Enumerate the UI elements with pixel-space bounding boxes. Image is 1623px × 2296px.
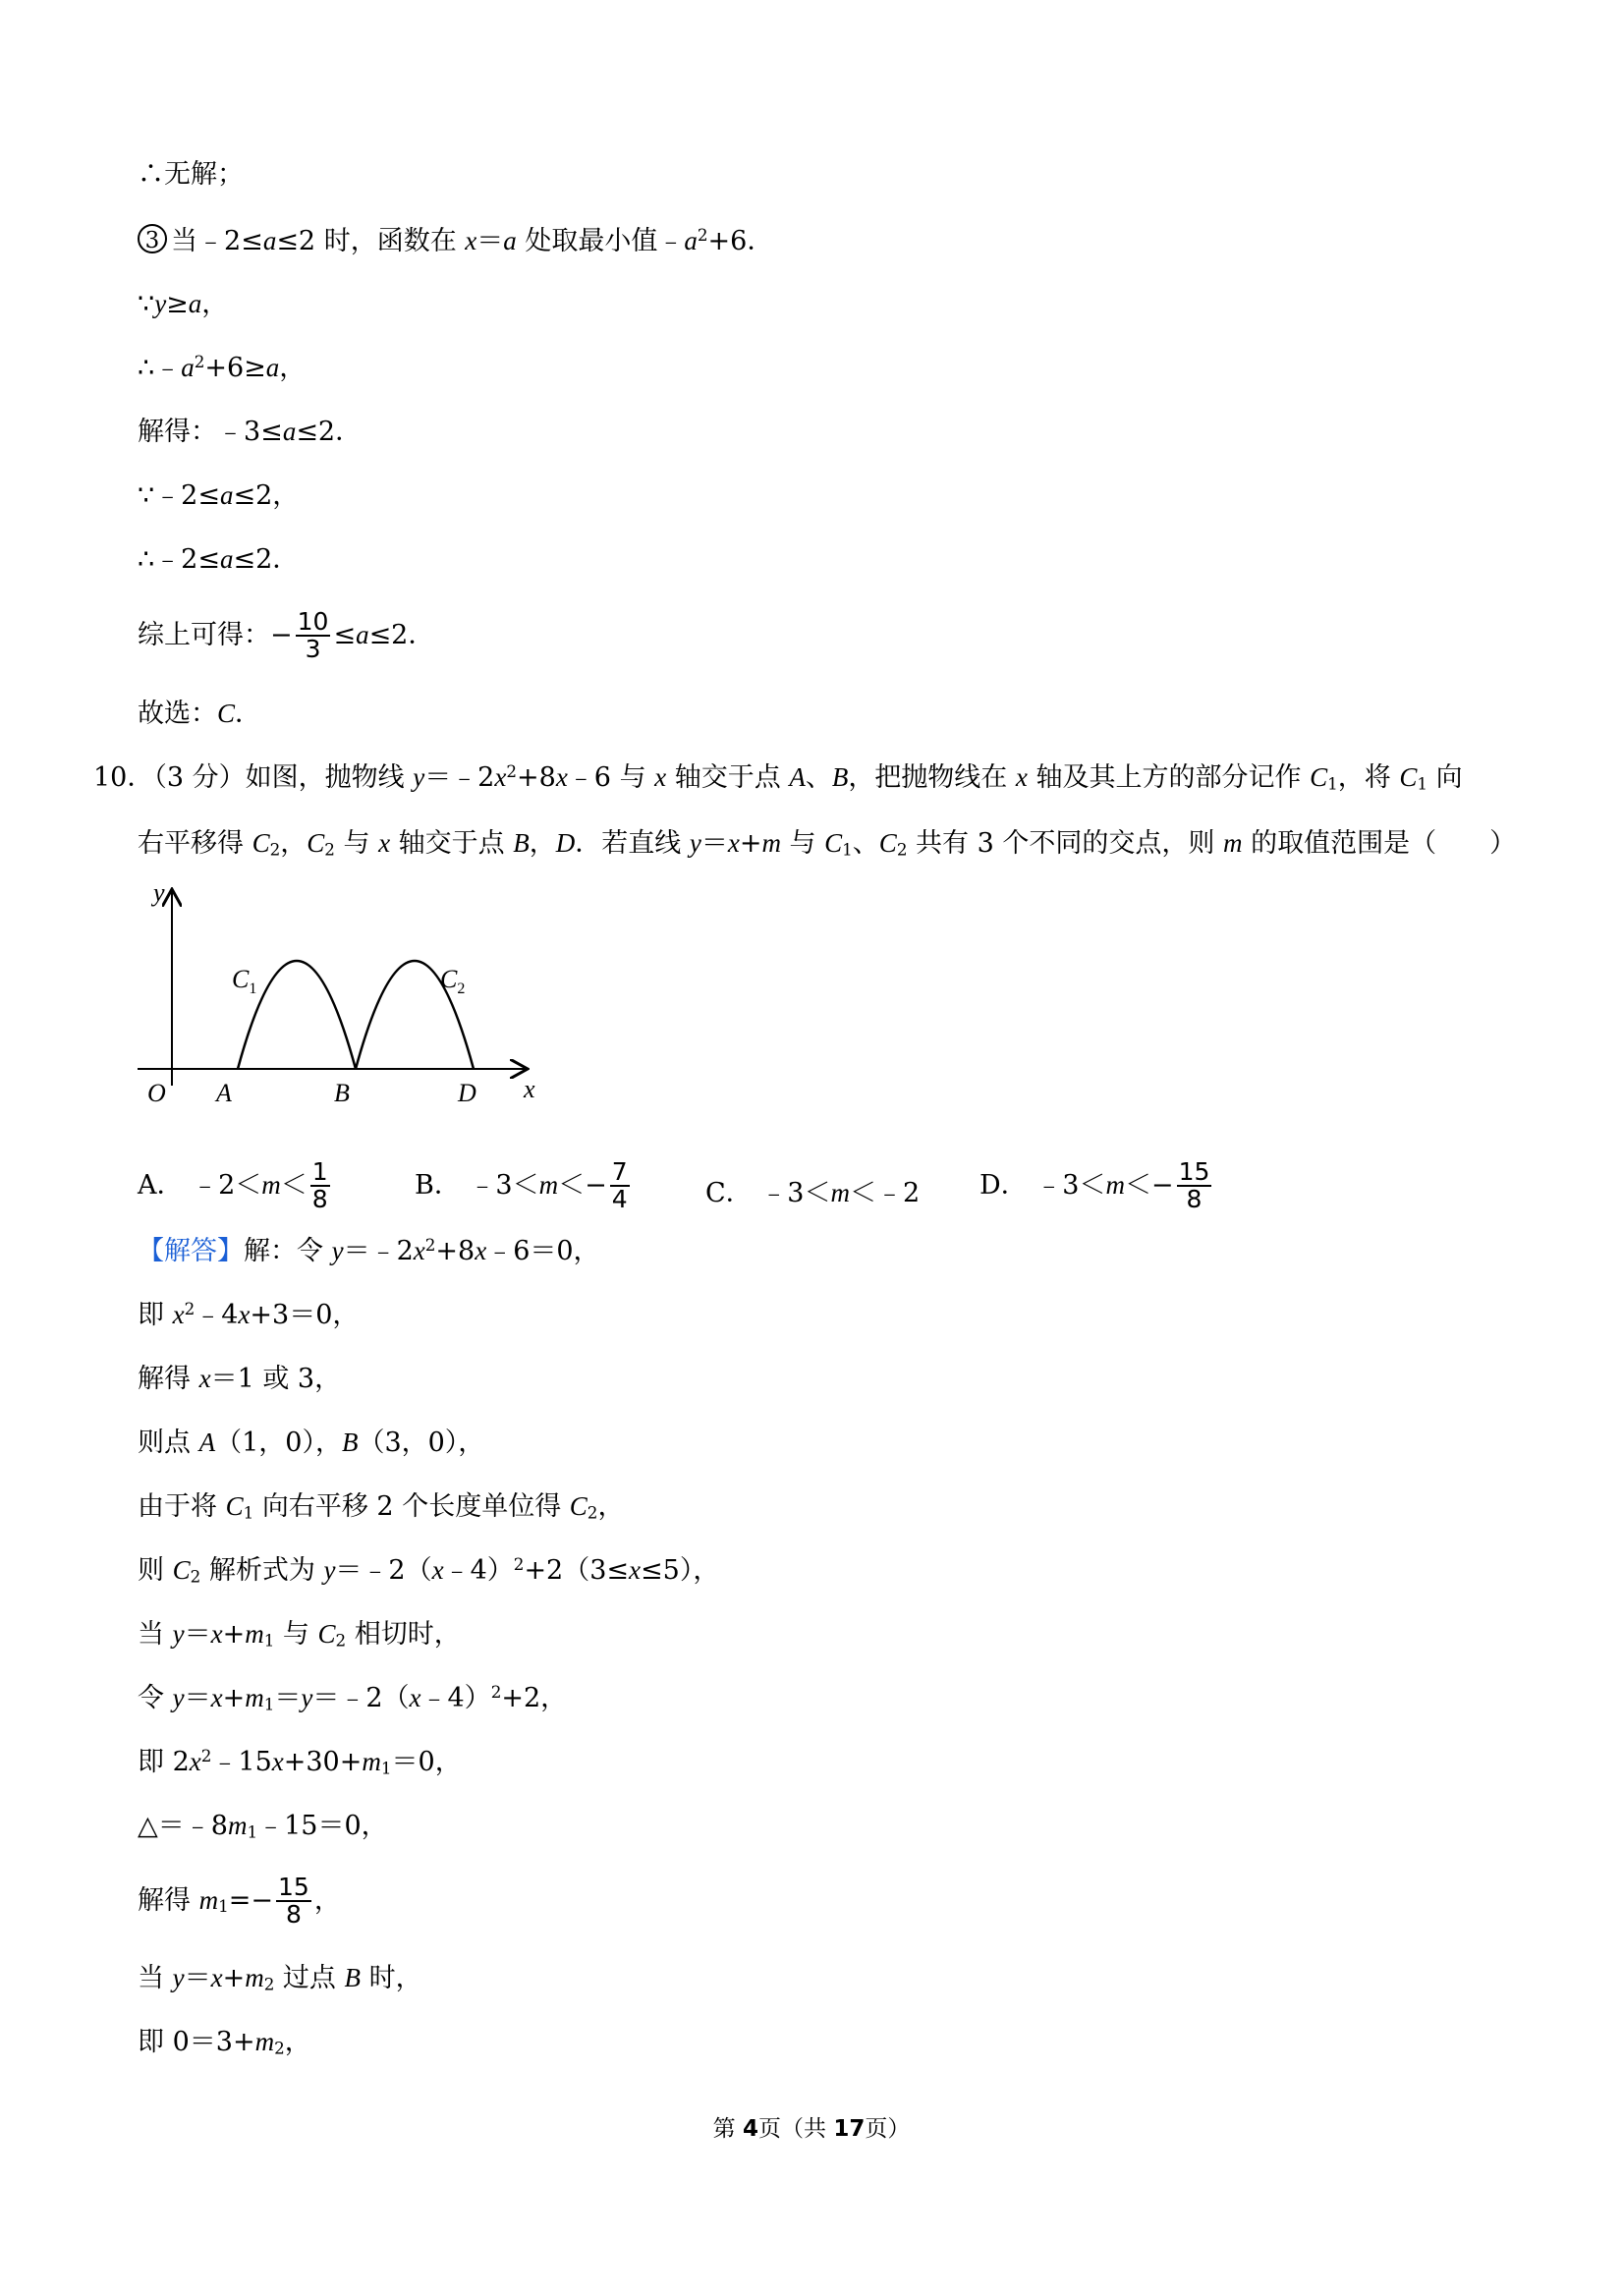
text: 综上可得：−	[138, 619, 293, 650]
subscript: 2	[335, 1630, 347, 1651]
fraction	[1177, 1159, 1212, 1213]
text: ，将	[1337, 762, 1400, 793]
fraction	[610, 1159, 630, 1213]
subscript: 2	[263, 1974, 275, 1994]
var: x	[555, 762, 568, 792]
answer-line	[138, 1235, 600, 1267]
answer-line	[138, 2026, 311, 2058]
text: 由于将	[138, 1491, 226, 1522]
text: （3，0），	[358, 1428, 485, 1458]
text: 、	[852, 828, 879, 859]
text-line	[138, 224, 773, 257]
origin-label: O	[147, 1079, 166, 1107]
text: ＝	[184, 1963, 211, 1993]
var: A	[198, 1428, 216, 1457]
exponent: 2	[490, 1681, 502, 1702]
text: 处取最小值﹣	[516, 226, 685, 256]
var: B	[831, 762, 849, 792]
text: ，	[597, 1491, 625, 1522]
text-line	[138, 609, 434, 663]
text: 即 0＝3+	[138, 2027, 255, 2057]
var: a	[188, 289, 202, 318]
text: ≤2．	[368, 619, 435, 650]
var: y	[172, 1619, 185, 1649]
text-line	[138, 352, 306, 384]
subscript: 1	[1417, 773, 1427, 794]
text: 即 2	[138, 1747, 190, 1777]
text: ＜−	[1124, 1169, 1174, 1201]
var: y	[172, 1683, 185, 1712]
fraction-denominator: 8	[285, 1900, 302, 1930]
text: ﹣6 与	[567, 762, 655, 793]
text: ≤2．	[296, 417, 363, 447]
var: x	[629, 1555, 642, 1585]
subscript: 1	[1327, 773, 1338, 794]
text: 解析式为	[200, 1555, 324, 1586]
text: ，把抛物线在	[848, 762, 1016, 793]
var: x	[238, 1300, 251, 1329]
option-a[interactable]	[138, 1159, 333, 1213]
var: B	[341, 1428, 359, 1457]
var: C	[217, 699, 236, 728]
text: 页）	[865, 2116, 911, 2142]
text: ∵﹣2≤	[138, 480, 220, 511]
text-line	[138, 698, 261, 730]
text: 解：令	[244, 1236, 332, 1266]
var: x	[189, 1747, 201, 1776]
text: ＝﹣2	[343, 1236, 414, 1266]
text: 向	[1427, 762, 1463, 793]
var: a	[503, 226, 517, 255]
text: ＝﹣2（	[335, 1555, 432, 1586]
text: 与	[334, 828, 379, 859]
point-d-label: D	[458, 1079, 476, 1107]
var: a	[219, 480, 234, 510]
exponent: 2	[513, 1553, 525, 1574]
text: ．若直线	[575, 828, 690, 859]
text: ﹣15	[211, 1747, 272, 1777]
text: ≤5），	[641, 1555, 720, 1586]
text: 共有 3 个不同的交点，则	[907, 828, 1223, 859]
text: 轴及其上方的部分记作	[1027, 762, 1311, 793]
var: C	[317, 1619, 336, 1649]
option-c[interactable]	[705, 1171, 920, 1209]
text: 10．（3 分）如图，抛物线	[93, 762, 414, 793]
text: 时，	[361, 1963, 422, 1993]
text: +2（3≤	[524, 1555, 630, 1586]
text: 右平移得	[138, 828, 252, 859]
fraction-numerator: 7	[611, 1157, 628, 1186]
var: x	[210, 1619, 223, 1649]
text: 第	[712, 2116, 743, 2142]
text: +30+	[283, 1747, 363, 1777]
text: +2，	[501, 1683, 568, 1713]
curve-c2-label	[440, 965, 465, 997]
c2-subscript: 2	[457, 980, 466, 997]
text: ≤2．	[233, 544, 300, 575]
var: x	[727, 828, 740, 858]
subscript: 2	[269, 839, 281, 860]
text: 解得：﹣3≤	[138, 417, 283, 447]
text: ．	[235, 699, 262, 729]
fraction-denominator: 8	[1186, 1185, 1203, 1214]
text: 、	[805, 762, 832, 793]
text: △＝﹣8	[138, 1811, 228, 1841]
subscript: 2	[324, 839, 335, 860]
text: +6≥	[204, 353, 266, 383]
text: +	[739, 828, 762, 859]
subscript: 1	[243, 1502, 254, 1523]
var: a	[356, 619, 369, 649]
var: C	[252, 828, 270, 858]
subscript: 1	[263, 1694, 275, 1714]
answer-line	[138, 1962, 422, 1994]
var: x	[198, 1364, 211, 1393]
text: ＜﹣2	[849, 1178, 921, 1208]
var: y	[689, 828, 701, 858]
text: ∴无解；	[138, 159, 244, 190]
text: ＝1 或 3，	[210, 1364, 342, 1394]
var: m	[761, 828, 781, 858]
text: 页（共	[758, 2116, 834, 2142]
c2-letter: C	[440, 965, 458, 993]
text: ，	[284, 2027, 311, 2057]
answer-line	[138, 1490, 624, 1523]
text-line	[138, 288, 228, 320]
option-letter: C．	[705, 1178, 753, 1208]
text: ＝	[184, 1683, 211, 1713]
text: 过点	[274, 1963, 345, 1993]
var: m	[245, 1963, 264, 1992]
var: C	[1310, 762, 1328, 792]
subscript: 2	[587, 1502, 598, 1523]
exponent: 2	[194, 351, 205, 371]
var: a	[181, 353, 195, 382]
var: x	[172, 1300, 185, 1329]
parabola-figure	[128, 879, 540, 1130]
text: +8	[517, 762, 556, 793]
subscript: 1	[218, 1896, 229, 1917]
text: ＝	[700, 828, 728, 859]
text: ∴﹣	[138, 353, 182, 383]
var: y	[172, 1963, 185, 1992]
text: 解得	[138, 1884, 199, 1916]
text: ＝	[274, 1683, 302, 1713]
text: ，	[201, 289, 229, 319]
fraction-numerator: 10	[297, 607, 329, 636]
text: ，	[280, 828, 308, 859]
fraction-denominator: 8	[311, 1185, 328, 1214]
y-axis-label: y	[153, 879, 165, 907]
text: 当	[138, 1619, 173, 1650]
point-b-label: B	[334, 1079, 350, 1107]
var: C	[1399, 762, 1418, 792]
var: x	[431, 1555, 444, 1585]
var: x	[413, 1236, 425, 1265]
var: x	[271, 1747, 284, 1776]
answer-line	[138, 1299, 359, 1331]
var: D	[555, 828, 576, 858]
var: a	[684, 226, 698, 255]
text: ＝﹣2（	[312, 1683, 410, 1713]
option-letter: B．	[415, 1169, 461, 1201]
answer-line	[138, 1363, 341, 1395]
exponent: 2	[200, 1745, 212, 1765]
text: 故选：	[138, 699, 217, 729]
fraction	[310, 1159, 330, 1213]
exponent: 2	[697, 224, 708, 245]
text: ≤	[333, 619, 357, 650]
text: +6．	[707, 226, 774, 256]
option-letter: A．	[138, 1169, 184, 1201]
text: ﹣4）	[420, 1683, 491, 1713]
subscript: 1	[842, 839, 853, 860]
text: 轴交于点	[390, 828, 514, 859]
var: x	[409, 1683, 421, 1712]
var: m	[1105, 1169, 1125, 1200]
var: C	[225, 1491, 244, 1521]
option-letter: D．	[979, 1169, 1028, 1201]
var: m	[830, 1178, 850, 1207]
var: x	[494, 762, 507, 792]
subscript: 2	[274, 2038, 285, 2058]
var: A	[789, 762, 806, 792]
answer-tag: 【解答】	[138, 1236, 244, 1266]
text: +8	[435, 1236, 476, 1266]
text: ，	[313, 1884, 341, 1916]
text: ﹣3＜	[760, 1178, 831, 1208]
text: =−	[228, 1884, 273, 1916]
text: 与	[780, 828, 825, 859]
text: ﹣2＜	[192, 1169, 262, 1201]
text: +3＝0，	[250, 1300, 360, 1330]
exponent: 2	[184, 1298, 196, 1318]
var: a	[262, 226, 277, 255]
subscript: 1	[380, 1758, 392, 1778]
exponent: 2	[424, 1234, 436, 1255]
text: ∵	[138, 289, 155, 319]
var: m	[198, 1884, 219, 1915]
text: （1，0），	[215, 1428, 342, 1458]
answer-line	[138, 1746, 462, 1778]
answer-line	[138, 1682, 567, 1714]
var: m	[1222, 828, 1243, 858]
text: 令	[138, 1683, 173, 1713]
question-line	[138, 827, 1516, 860]
var: x	[210, 1683, 223, 1712]
var: m	[538, 1169, 559, 1200]
var: y	[301, 1683, 313, 1712]
text: ＝﹣2	[424, 762, 495, 793]
var: y	[154, 289, 167, 318]
text-line	[138, 416, 362, 448]
text: +	[222, 1963, 246, 1993]
text: ，	[279, 353, 307, 383]
answer-line	[138, 1618, 461, 1651]
text: ＝0，	[391, 1747, 462, 1777]
var: C	[824, 828, 843, 858]
c1-subscript: 1	[249, 980, 257, 997]
var: a	[265, 353, 280, 382]
subscript: 2	[190, 1566, 201, 1587]
c1-letter: C	[232, 965, 250, 993]
text: ﹣4	[195, 1300, 239, 1330]
total-pages: 17	[833, 2116, 866, 2142]
fraction-numerator: 1	[311, 1157, 328, 1186]
var: m	[245, 1683, 264, 1712]
var: B	[513, 828, 530, 858]
text: 向右平移 2 个长度单位得	[253, 1491, 570, 1522]
var: y	[413, 762, 425, 792]
var: a	[219, 544, 234, 574]
text: ﹣3＜	[1035, 1169, 1106, 1201]
text: 与	[274, 1619, 318, 1650]
answer-line	[138, 1810, 388, 1842]
var: y	[323, 1555, 336, 1585]
text: 当﹣2≤	[171, 226, 263, 256]
text: ，	[529, 828, 556, 859]
var: C	[569, 1491, 588, 1521]
var: C	[878, 828, 897, 858]
text: ≥	[166, 289, 189, 319]
circled-number: 3	[138, 224, 167, 253]
var: x	[378, 828, 391, 858]
var: C	[172, 1555, 191, 1585]
page-footer	[0, 2110, 1623, 2143]
var: x	[654, 762, 667, 792]
var: x	[1015, 762, 1028, 792]
var: m	[362, 1747, 381, 1776]
text: ﹣6＝0，	[486, 1236, 600, 1266]
subscript: 1	[263, 1630, 275, 1651]
text: ≤2，	[233, 480, 300, 511]
text: 即	[138, 1300, 173, 1330]
text: 则点	[138, 1428, 199, 1458]
option-b[interactable]	[415, 1159, 633, 1213]
text: 当	[138, 1963, 173, 1993]
curve-c1	[238, 961, 356, 1069]
subscript: 2	[896, 839, 908, 860]
var: x	[475, 1236, 487, 1265]
text: 解得	[138, 1364, 199, 1394]
text: 的取值范围是（ ）	[1242, 828, 1517, 859]
fraction-denominator: 4	[611, 1185, 628, 1214]
var: m	[227, 1811, 248, 1840]
exponent: 2	[506, 760, 518, 781]
text: +	[222, 1683, 246, 1713]
answer-options	[138, 1149, 1316, 1218]
fraction	[296, 609, 331, 663]
var: m	[254, 2027, 275, 2056]
text: ∴﹣2≤	[138, 544, 220, 575]
page-number: 4	[742, 2116, 758, 2142]
text-line	[138, 479, 299, 512]
var: x	[210, 1963, 223, 1992]
var: a	[282, 417, 297, 446]
text: 则	[138, 1555, 173, 1586]
var: C	[307, 828, 325, 858]
var: m	[261, 1169, 281, 1200]
fraction-numerator: 15	[1178, 1157, 1210, 1186]
answer-line	[138, 1427, 484, 1459]
answer-line	[138, 1875, 341, 1929]
text: ﹣3＜	[469, 1169, 539, 1201]
text: ﹣4）	[443, 1555, 514, 1586]
text: 轴交于点	[666, 762, 790, 793]
subscript: 1	[247, 1821, 258, 1842]
fraction	[276, 1875, 311, 1929]
text: 相切时，	[346, 1619, 461, 1650]
text: ＝	[184, 1619, 211, 1650]
text: +	[222, 1619, 246, 1650]
var: B	[344, 1963, 362, 1992]
text: ＜−	[558, 1169, 607, 1201]
question-line	[93, 761, 1463, 794]
var: y	[331, 1236, 344, 1265]
x-axis-label: x	[524, 1075, 535, 1103]
var: m	[245, 1619, 264, 1649]
option-d[interactable]	[979, 1159, 1214, 1213]
text-line	[138, 543, 299, 576]
fraction-numerator: 15	[278, 1873, 309, 1901]
point-a-label: A	[216, 1079, 232, 1107]
fraction-denominator: 3	[305, 635, 321, 664]
text: ≤2 时，函数在	[276, 226, 466, 256]
text: ﹣15＝0，	[257, 1811, 388, 1841]
text: ＝	[476, 226, 504, 256]
answer-line	[138, 1554, 719, 1587]
text-line	[138, 159, 244, 191]
curve-c1-label	[232, 965, 256, 997]
text: ＜	[280, 1169, 308, 1201]
var: x	[465, 226, 477, 255]
